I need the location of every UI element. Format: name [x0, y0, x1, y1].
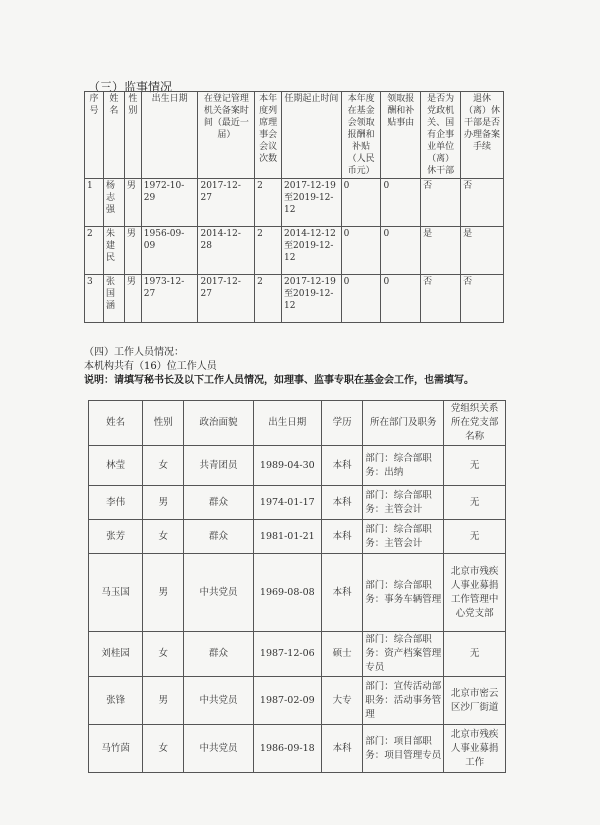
table-row: [89, 632, 506, 677]
cell-dept: 部门：项目部职务：项目管理专员: [363, 725, 444, 773]
cell-no: 3: [85, 275, 104, 323]
cell-party: 无: [444, 446, 506, 486]
cell-dept: 部门：综合部职务：事务车辆管理: [363, 554, 444, 632]
staff-table: [88, 400, 506, 773]
cell-political: 群众: [184, 520, 253, 554]
cell-edu: 硕士: [322, 632, 363, 677]
cell-birth: 1973-12-27: [141, 275, 198, 323]
cell-term: 2014-12-12至2019-12-12: [282, 227, 342, 275]
cell-pay: 0: [341, 227, 381, 275]
cell-political: 共青团员: [184, 446, 253, 486]
staff-count: 本机构共有（16）位工作人员: [84, 361, 217, 372]
cell-gender: 男: [143, 486, 184, 520]
col-party: 党组织关系所在党支部名称: [444, 401, 506, 446]
table-row: [85, 179, 504, 227]
col-meetings: 本年度列席理事会会议次数: [255, 92, 282, 179]
cell-name: 朱建民: [103, 227, 124, 275]
cell-dept: 部门：综合部职务：资产档案管理专员: [363, 632, 444, 677]
table-row: [89, 446, 506, 486]
col-term: 任期起止时间: [282, 92, 342, 179]
cell-birth: 1972-10-29: [141, 179, 198, 227]
cell-edu: 本科: [322, 725, 363, 773]
cell-birth: 1989-04-30: [253, 446, 321, 486]
cell-gender: 男: [124, 275, 141, 323]
cell-meetings: 2: [255, 227, 282, 275]
cell-birth: 1969-08-08: [253, 554, 321, 632]
cell-party: 无: [444, 632, 506, 677]
cell-birth: 1987-02-09: [253, 677, 321, 725]
cell-name: 张锋: [89, 677, 143, 725]
cell-meetings: 2: [255, 179, 282, 227]
table-row: [85, 275, 504, 323]
cell-cadre: 是: [421, 227, 461, 275]
cell-party: 无: [444, 520, 506, 554]
cell-term: 2017-12-19至2019-12-12: [282, 179, 342, 227]
cell-name: 张芳: [89, 520, 143, 554]
table-row: [85, 227, 504, 275]
cell-reason: 0: [381, 227, 421, 275]
cell-party: 北京市残疾人事业募捐工作: [444, 725, 506, 773]
cell-birth: 1974-01-17: [253, 486, 321, 520]
cell-reason: 0: [381, 179, 421, 227]
col-record: 退休（离）休干部是否办理备案手续: [461, 92, 504, 179]
col-dept: 所在部门及职务: [363, 401, 444, 446]
cell-cadre: 否: [421, 179, 461, 227]
col-no: 序号: [85, 92, 104, 179]
cell-record: 否: [461, 275, 504, 323]
col-edu: 学历: [322, 401, 363, 446]
cell-filing: 2017-12-27: [198, 179, 255, 227]
cell-dept: 部门：综合部职务：主管会计: [363, 486, 444, 520]
col-pay: 本年度在基金会领取报酬和补贴（人民币元）: [341, 92, 381, 179]
section4-heading: （四）工作人员情况：: [84, 347, 184, 358]
col-reason: 领取报酬和补贴事由: [381, 92, 421, 179]
cell-name: 林莹: [89, 446, 143, 486]
cell-political: 群众: [184, 632, 253, 677]
cell-party: 北京市残疾人事业募捐工作管理中心党支部: [444, 554, 506, 632]
cell-name: 马玉国: [89, 554, 143, 632]
cell-gender: 女: [143, 725, 184, 773]
cell-meetings: 2: [255, 275, 282, 323]
cell-gender: 男: [143, 677, 184, 725]
cell-political: 群众: [184, 486, 253, 520]
cell-gender: 女: [143, 520, 184, 554]
col-filing: 在登记管理机关备案时间（最近一届）: [198, 92, 255, 179]
cell-gender: 男: [124, 179, 141, 227]
cell-political: 中共党员: [184, 554, 253, 632]
cell-gender: 男: [124, 227, 141, 275]
table-row: [89, 725, 506, 773]
cell-political: 中共党员: [184, 677, 253, 725]
col-cadre: 是否为党政机关、国有企事业单位（离）休干部: [421, 92, 461, 179]
cell-filing: 2017-12-27: [198, 275, 255, 323]
table-header-row: [85, 92, 504, 179]
cell-edu: 本科: [322, 486, 363, 520]
col-birth: 出生日期: [141, 92, 198, 179]
table-row: [89, 677, 506, 725]
cell-edu: 本科: [322, 520, 363, 554]
section3-heading: （三）监事情况: [88, 80, 173, 94]
cell-dept: 部门：宣传活动部职务：活动事务管理: [363, 677, 444, 725]
cell-cadre: 否: [421, 275, 461, 323]
cell-record: 否: [461, 179, 504, 227]
supervisor-table: [84, 91, 504, 323]
cell-gender: 女: [143, 632, 184, 677]
cell-name: 刘桂园: [89, 632, 143, 677]
cell-birth: 1986-09-18: [253, 725, 321, 773]
col-gender: 性别: [124, 92, 141, 179]
cell-reason: 0: [381, 275, 421, 323]
cell-pay: 0: [341, 275, 381, 323]
cell-gender: 女: [143, 446, 184, 486]
cell-birth: 1981-01-21: [253, 520, 321, 554]
col-birth: 出生日期: [253, 401, 321, 446]
cell-edu: 本科: [322, 446, 363, 486]
cell-no: 2: [85, 227, 104, 275]
cell-no: 1: [85, 179, 104, 227]
cell-record: 是: [461, 227, 504, 275]
col-political: 政治面貌: [184, 401, 253, 446]
col-name: 姓名: [89, 401, 143, 446]
cell-dept: 部门：综合部职务：出纳: [363, 446, 444, 486]
col-gender: 性别: [143, 401, 184, 446]
cell-birth: 1987-12-06: [253, 632, 321, 677]
table-row: [89, 554, 506, 632]
cell-filing: 2014-12-28: [198, 227, 255, 275]
cell-term: 2017-12-19至2019-12-12: [282, 275, 342, 323]
cell-name: 杨志强: [103, 179, 124, 227]
cell-edu: 大专: [322, 677, 363, 725]
cell-party: 北京市密云区沙厂街道: [444, 677, 506, 725]
table-row: [89, 486, 506, 520]
cell-political: 中共党员: [184, 725, 253, 773]
table-row: [89, 520, 506, 554]
cell-name: 马竹茵: [89, 725, 143, 773]
cell-gender: 男: [143, 554, 184, 632]
cell-name: 李伟: [89, 486, 143, 520]
cell-dept: 部门：综合部职务：主管会计: [363, 520, 444, 554]
cell-party: 无: [444, 486, 506, 520]
cell-pay: 0: [341, 179, 381, 227]
cell-birth: 1956-09-09: [141, 227, 198, 275]
cell-edu: 本科: [322, 554, 363, 632]
table-header-row: [89, 401, 506, 446]
cell-name: 张国涵: [103, 275, 124, 323]
section4-note: 说明：请填写秘书长及以下工作人员情况，如理事、监事专职在基金会工作，也需填写。: [84, 375, 474, 386]
col-name: 姓名: [103, 92, 124, 179]
